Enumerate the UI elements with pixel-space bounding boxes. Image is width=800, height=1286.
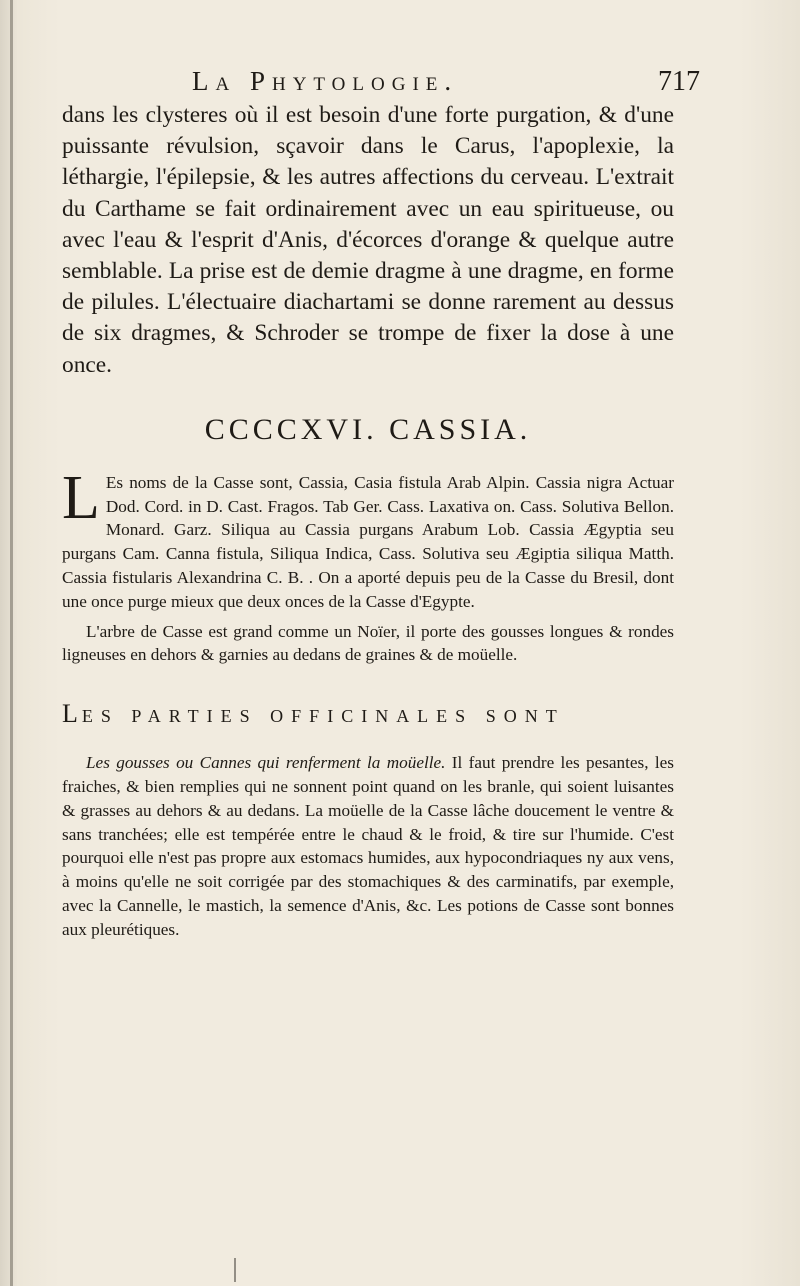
paragraph-parts <box>62 751 674 941</box>
page-number: 717 <box>658 66 700 97</box>
scan-mark <box>234 1258 236 1282</box>
running-title: La Phytologie. <box>192 66 459 96</box>
subheading-text: ES PARTIES OFFICINALES SONT <box>81 706 565 727</box>
paragraph-names <box>62 463 674 614</box>
parts-lead-italic: Les gousses ou Cannes qui renferment la moüelle. <box>86 753 446 773</box>
subheading-officinal-parts <box>62 701 674 727</box>
parts-text: Il faut prendre les pesantes, les fraiches, & bien remplies qui ne sonnent point quand on les branle, qui soient luisantes & grasses au dehors & au dedans. La moüelle de la Casse lâche doucement le ventre & sans tranchées; elle est tempérée entre le chaud & le froid, & tire sur l'humide. C'est pourquoi elle n'est pas propre aux estomacs humides, aux hypocondriaques ny aux vens, à moins qu'elle ne soit corrigée par des stomachiques & des carminatifs, par exemple, avec la Cannelle, le mastich, la semence d'Anis, &c. Les potions de Casse sont bonnes aux pleurétiques. <box>62 753 674 939</box>
names-text: Es noms de la Casse sont, Cassia, Casia fistula Arab Alpin. Cassia nigra Actuar Dod. Cord. in D. Cast. Fragos. Tab Ger. Cass. Laxativa on. Cass. Solutiva Bellon. Monard. Garz. Siliqua au Cassia purgans Arabum Lob. Cassia Ægyptia seu purgans Cam. Canna fistula, Siliqua Indica, Cass. Solutiva seu Ægiptia siliqua Matth. Cassia fistularis Alexandrina C. B. . On a aporté depuis peu de la Casse du Bresil, dont une once purge mieux que deux onces de la Casse d'Egypte. <box>62 472 674 611</box>
page-body <box>62 100 674 942</box>
section-title: CCCCXVI. CASSIA. <box>204 412 532 446</box>
paragraph-tree: L'arbre de Casse est grand comme un Noïer, il porte des gousses longues & rondes ligneuses en dehors & garnies au dedans de graines & de moüelle. <box>62 621 674 665</box>
drop-cap: L <box>62 463 100 532</box>
paragraph-carthame: dans les clysteres où il est besoin d'une forte purgation, & d'une puissante révulsion, sçavoir dans le Carus, l'apoplexie, la léthargie, l'épilepsie, & les autres affections du cerveau. L'extrait du Carthame se fait ordinairement avec un eau spiritueuse, ou avec l'eau & l'esprit d'Anis, d'écorces d'orange & quelque autre semblable. La prise est de demie dragme à une dragme, en forme de pilules. L'électuaire diachartami se donne rarement au dessus de six dragmes, & Schroder se trompe de fixer la dose à une once. <box>62 102 674 378</box>
subheading-initial: L <box>62 699 82 729</box>
page-header <box>62 66 700 104</box>
binding-gutter <box>10 0 13 1286</box>
